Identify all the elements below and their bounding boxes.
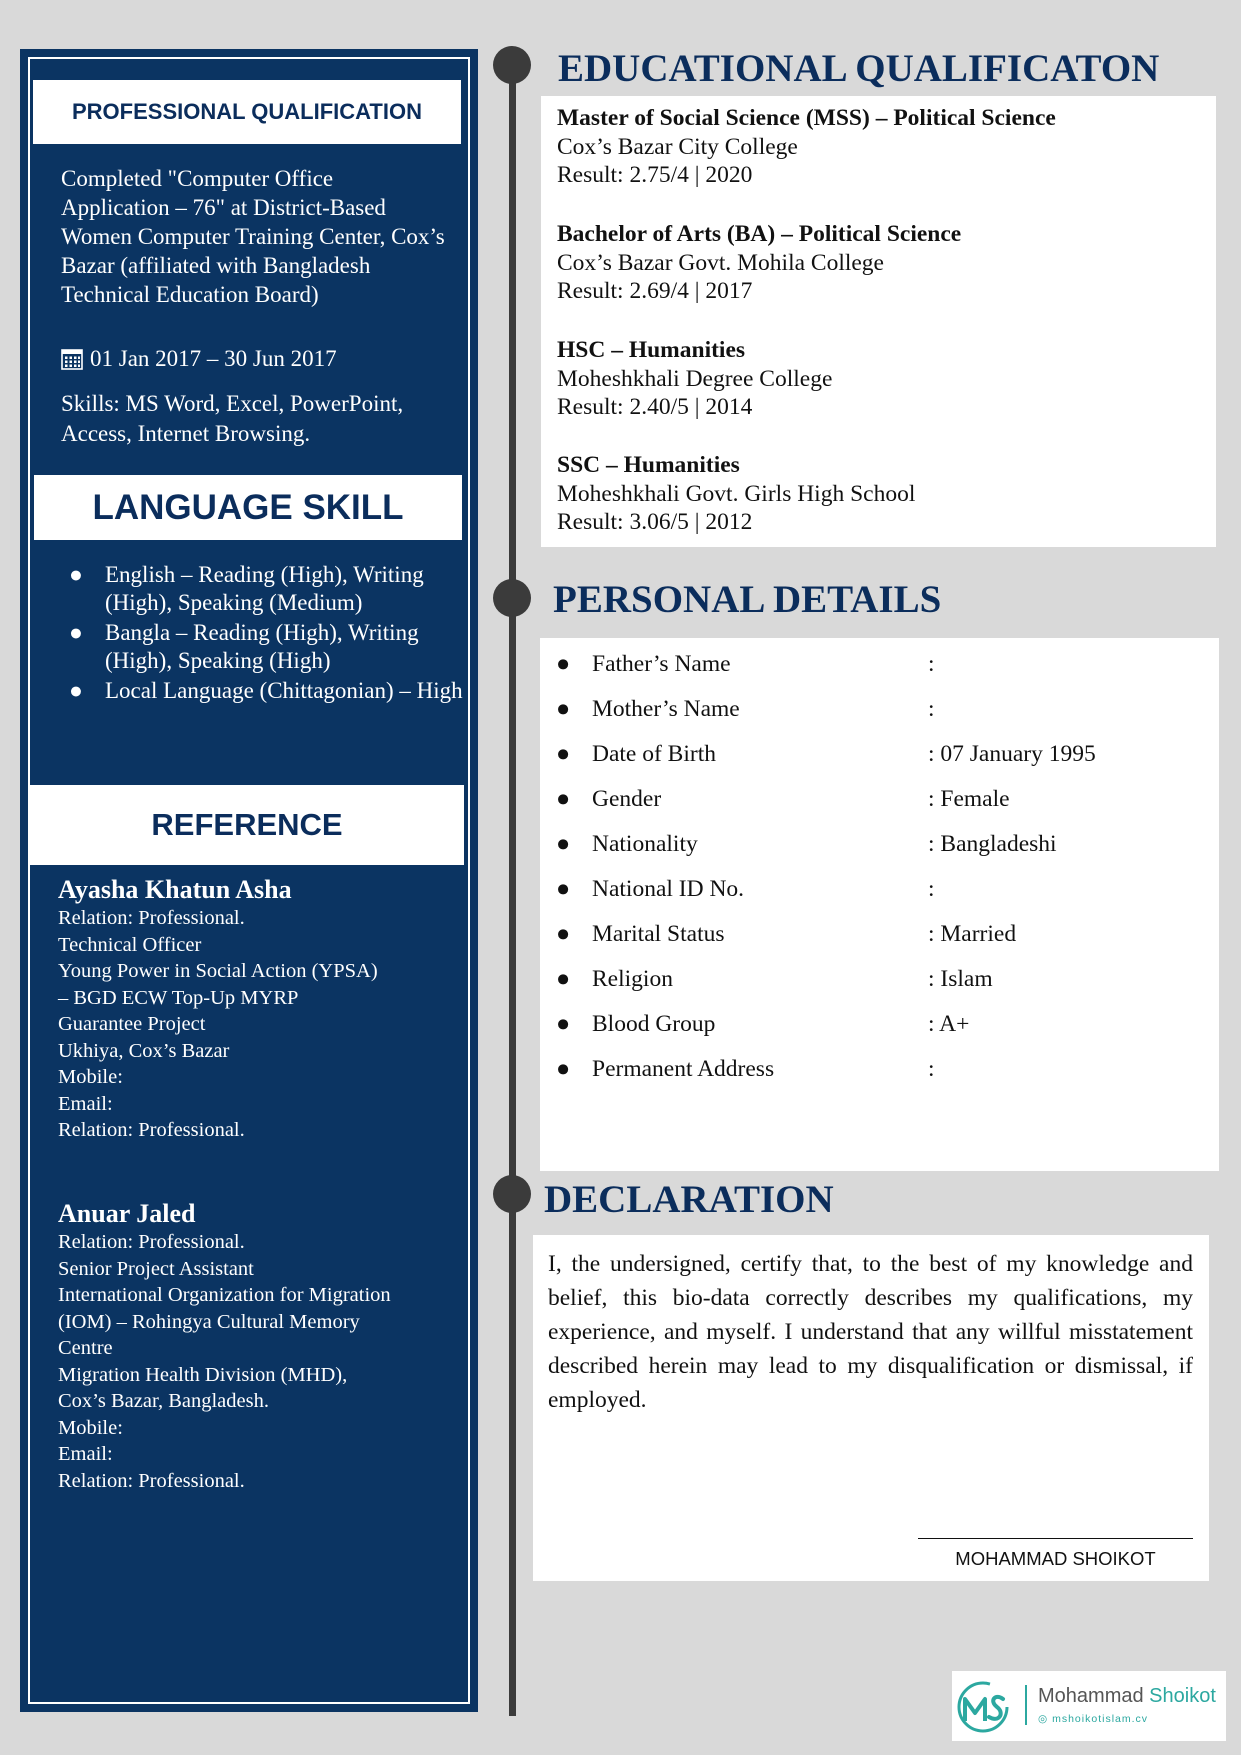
bullet-icon: ● — [69, 678, 83, 703]
institution-name: Moheshkhali Govt. Girls High School — [557, 480, 916, 507]
detail-value: : Islam — [928, 966, 993, 992]
reference-line: Email: — [58, 1443, 113, 1465]
detail-value: : A+ — [928, 1011, 970, 1037]
detail-label: Nationality — [592, 831, 698, 857]
detail-row — [556, 963, 1206, 1008]
institution-name: Cox’s Bazar Govt. Mohila College — [557, 249, 884, 276]
detail-value: : Married — [928, 921, 1017, 947]
result-text: Result: 2.75/4 | 2020 — [557, 162, 753, 188]
detail-label: Permanent Address — [592, 1056, 775, 1082]
timeline-line — [509, 64, 516, 1716]
logo-separator — [1025, 1685, 1027, 1725]
personal-details-list — [556, 648, 1206, 1098]
detail-label: Gender — [592, 786, 662, 812]
left-sidebar-panel — [20, 49, 478, 1712]
detail-label: Mother’s Name — [592, 696, 740, 722]
bullet-icon: ● — [556, 741, 571, 767]
detail-row — [556, 738, 1206, 783]
education-heading: EDUCATIONAL QUALIFICATON — [558, 47, 1160, 90]
language-item: ● Bangla – Reading (High), Writing (High), Speaking (High) — [69, 620, 419, 673]
reference-line: Relation: Professional. — [58, 1469, 245, 1492]
detail-label: Religion — [592, 966, 673, 992]
education-entry — [557, 104, 1197, 190]
reference-name: Ayasha Khatun Asha — [58, 875, 292, 904]
institution-name: Moheshkhali Degree College — [557, 365, 833, 392]
bullet-icon: ● — [556, 921, 571, 947]
detail-label: Father’s Name — [592, 651, 731, 677]
degree-title: HSC – Humanities — [557, 337, 746, 363]
dates-text: 01 Jan 2017 – 30 Jun 2017 — [90, 346, 337, 371]
detail-row — [556, 1053, 1206, 1098]
detail-row — [556, 828, 1206, 873]
bullet-icon: ● — [69, 620, 83, 645]
detail-value: : 07 January 1995 — [928, 741, 1096, 767]
reference-person-1 — [58, 875, 458, 1144]
reference-line: Mobile: — [58, 1416, 123, 1439]
logo-mark-icon — [955, 1679, 1011, 1735]
detail-value: : — [928, 696, 935, 722]
reference-line: Relation: Professional. — [58, 1231, 245, 1253]
detail-value: : — [928, 876, 935, 902]
detail-label: Marital Status — [592, 921, 725, 947]
detail-value: : — [928, 1056, 935, 1082]
qualification-description: Completed "Computer Office Application – 76" at District-Based Women Computer Training Center, Cox’s Bazar (affiliated with Bangladesh Technical Education Board) — [61, 166, 445, 307]
detail-value: : Bangladeshi — [928, 831, 1057, 857]
reference-name: Anuar Jaled — [58, 1199, 196, 1228]
reference-line: International Organization for Migration — [58, 1284, 391, 1306]
declaration-box — [533, 1235, 1209, 1581]
language-list — [61, 561, 471, 707]
reference-line: Centre — [58, 1337, 113, 1359]
education-entry — [557, 336, 1197, 422]
calendar-icon — [61, 348, 83, 370]
education-entry — [557, 220, 1197, 306]
education-box — [541, 96, 1216, 547]
reference-line: Mobile: — [58, 1066, 123, 1088]
reference-line: Cox’s Bazar, Bangladesh. — [58, 1390, 269, 1412]
detail-row — [556, 783, 1206, 828]
reference-line: Ukhiya, Cox’s Bazar — [58, 1039, 230, 1062]
signature-name: MOHAMMAD SHOIKOT — [955, 1548, 1156, 1569]
logo-name: Mohammad Shoikot — [1038, 1685, 1216, 1707]
reference-person-2 — [58, 1199, 458, 1494]
education-entry — [557, 451, 1197, 537]
reference-line: Migration Health Division (MHD), — [58, 1363, 348, 1386]
bullet-icon: ● — [556, 786, 571, 812]
reference-line: (IOM) – Rohingya Cultural Memory — [58, 1310, 360, 1333]
detail-row — [556, 918, 1206, 963]
reference-line: Technical Officer — [58, 933, 202, 956]
qualification-dates — [61, 344, 446, 373]
result-text: Result: 2.40/5 | 2014 — [557, 394, 753, 420]
degree-title: Master of Social Science (MSS) – Political Science — [557, 105, 1056, 131]
bullet-icon: ● — [556, 651, 571, 677]
brand-logo — [952, 1671, 1226, 1741]
result-text: Result: 3.06/5 | 2012 — [557, 509, 753, 535]
detail-value: : Female — [928, 786, 1010, 812]
declaration-heading: DECLARATION — [544, 1178, 834, 1221]
detail-value: : — [928, 651, 935, 677]
bullet-icon: ● — [556, 966, 571, 992]
detail-label: National ID No. — [592, 876, 745, 902]
bullet-icon: ● — [556, 1011, 571, 1037]
signature-line — [918, 1538, 1193, 1539]
timeline-dot — [493, 1175, 531, 1213]
institution-name: Cox’s Bazar City College — [557, 133, 798, 160]
reference-line: Guarantee Project — [58, 1013, 206, 1035]
bullet-icon: ● — [556, 831, 571, 857]
bullet-icon: ● — [69, 562, 83, 587]
language-skill-heading: LANGUAGE SKILL — [34, 475, 462, 540]
timeline-dot — [493, 46, 531, 84]
reference-line: Relation: Professional. — [58, 1119, 245, 1141]
reference-line: Senior Project Assistant — [58, 1257, 254, 1280]
detail-row — [556, 873, 1206, 918]
declaration-text: I, the undersigned, certify that, to the best of my knowledge and belief, this bio-data correctly describes my qualifications, my experience, and myself. I understand that any willful misstatement described herein may lead to my disqualification or dismissal, if employed. — [548, 1251, 1193, 1413]
language-item: ● Local Language (Chittagonian) – High — [69, 678, 463, 703]
reference-line: Relation: Professional. — [58, 907, 245, 929]
personal-details-box — [540, 638, 1219, 1171]
detail-row — [556, 648, 1206, 693]
timeline-dot — [493, 579, 531, 617]
reference-heading: REFERENCE — [30, 785, 464, 865]
reference-line: Email: — [58, 1092, 113, 1115]
detail-row — [556, 1008, 1206, 1053]
degree-title: Bachelor of Arts (BA) – Political Science — [557, 221, 962, 247]
result-text: Result: 2.69/4 | 2017 — [557, 278, 753, 304]
bullet-icon: ● — [556, 696, 571, 722]
detail-label: Date of Birth — [592, 741, 716, 767]
language-item: ● English – Reading (High), Writing (High), Speaking (Medium) — [69, 562, 424, 615]
detail-row — [556, 693, 1206, 738]
logo-handle: ◎ mshoikotislam.cv — [1038, 1713, 1149, 1725]
degree-title: SSC – Humanities — [557, 452, 740, 478]
reference-line: Young Power in Social Action (YPSA) — [58, 960, 378, 982]
professional-qualification-heading: PROFESSIONAL QUALIFICATION — [33, 80, 461, 144]
bullet-icon: ● — [556, 1056, 571, 1082]
personal-details-heading: PERSONAL DETAILS — [553, 578, 942, 621]
qualification-skills: Skills: MS Word, Excel, PowerPoint, Access, Internet Browsing. — [61, 391, 404, 446]
bullet-icon: ● — [556, 876, 571, 902]
reference-line: – BGD ECW Top-Up MYRP — [58, 986, 299, 1009]
detail-label: Blood Group — [592, 1011, 716, 1037]
